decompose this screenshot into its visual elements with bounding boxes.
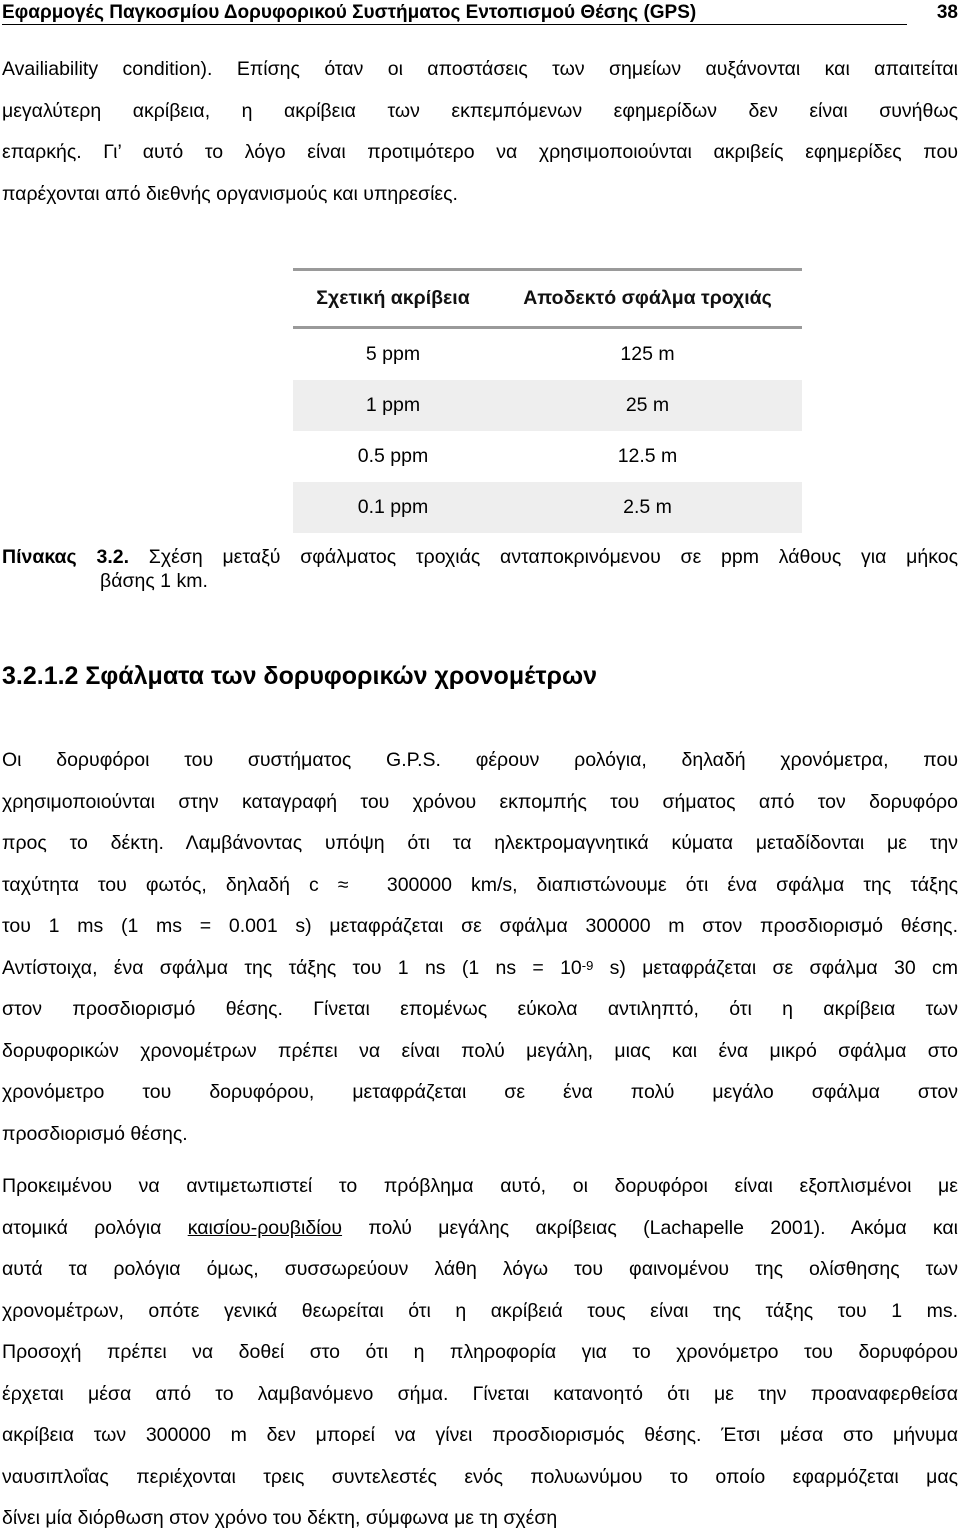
- header-rule: [2, 24, 907, 25]
- body-line: [2, 865, 958, 907]
- body-text: ατομικά ρολόγια: [2, 1216, 188, 1239]
- body-line: [2, 948, 958, 990]
- table-cell: 0.1 ppm: [293, 482, 493, 533]
- body-text: s) μεταφράζεται σε σφάλμα 30 cm: [593, 956, 959, 979]
- body-text: 300000 km/s, διαπιστώνουμε ότι ένα σφάλμα της τάξης: [386, 873, 958, 896]
- table-row: [293, 482, 802, 533]
- header-title: Εφαρμογές Παγκοσμίου Δορυφορικού Συστήματος Εντοπισμού Θέσης (GPS): [2, 2, 697, 23]
- table-cell: 125 m: [620, 343, 675, 365]
- accuracy-table: [293, 268, 802, 533]
- body-line: χρησιμοποιούνται στην καταγραφή του χρόνου εκπομπής του σήματος από τον δορυφόρο: [2, 790, 958, 813]
- body-line: προσδιορισμό θέσης.: [2, 1122, 188, 1145]
- table-header-orbit-error: Αποδεκτό σφάλμα τροχιάς: [493, 270, 802, 328]
- caption-line-1: [2, 545, 958, 569]
- page-number: 38: [936, 2, 958, 23]
- intro-line: Availiability condition). Επίσης όταν οι αποστάσεις των σημείων αυξάνονται και απαιτείται: [2, 58, 958, 80]
- body-line: [2, 1208, 958, 1250]
- caption-text: Σχέση μεταξύ σφάλματος τροχιάς ανταποκρινόμενου σε ppm λάθους για μήκος: [148, 546, 959, 568]
- body-text: πολύ μεγάλης ακρίβειας (Lachapelle 2001). Ακόμα και: [342, 1216, 958, 1239]
- table-caption: [2, 545, 958, 593]
- body-line: Οι δορυφόροι του συστήματος G.P.S. φέρουν ρολόγια, δηλαδή χρονόμετρα, που: [2, 749, 958, 771]
- table-row: [293, 328, 802, 381]
- intro-line: επαρκής. Γι’ αυτό το λόγο είναι προτιμότερο να χρησιμοποιούνται ακριβείς εφημερίδες που: [2, 141, 958, 163]
- exponent: -9: [581, 957, 594, 973]
- body-line: ακρίβεια των 300000 m δεν μπορεί να γίνει προσδιορισμός θέσης. Έτσι μέσα στο μήνυμα: [2, 1424, 958, 1446]
- body-line: αυτά τα ρολόγια όμως, συσσωρεύουν λάθη λόγω του φαινομένου της ολίσθησης των: [2, 1258, 958, 1280]
- body-text: ταχύτητα του φωτός, δηλαδή c: [2, 873, 319, 896]
- caption-label: Πίνακας 3.2.: [2, 546, 129, 568]
- body-line: Προκειμένου να αντιμετωπιστεί το πρόβλημα αυτό, οι δορυφόροι είναι εξοπλισμένοι με: [2, 1175, 958, 1197]
- body-line: Προσοχή πρέπει να δοθεί στο ότι η πληροφορία για το χρονόμετρο του δορυφόρου: [2, 1341, 958, 1363]
- intro-line: μεγαλύτερη ακρίβεια, η ακρίβεια των εκπεμπόμενων εφημερίδων δεν είναι συνήθως: [2, 99, 958, 122]
- table-cell: 0.5 ppm: [357, 445, 429, 467]
- running-header: [2, 0, 960, 30]
- body-line: του 1 ms (1 ms = 0.001 s) μεταφράζεται σε σφάλμα 300000 m στον προσδιορισμό θέσης.: [2, 915, 958, 937]
- body-line: χρονομέτρων, οπότε γενικά θεωρείται ότι η ακρίβειά τους είναι της τάξης του 1 ms.: [2, 1299, 958, 1322]
- section-heading: 3.2.1.2 Σφάλματα των δορυφορικών χρονομέτρων: [2, 662, 598, 690]
- table-row: [293, 380, 802, 431]
- body-line: ναυσιπλοΐας περιέχονται τρεις συντελεστές ενός πολυωνύμου το οποίο εφαρμόζεται μας: [2, 1465, 958, 1488]
- body-paragraph-atomic-clocks: [2, 1166, 958, 1540]
- table-cell: 5 ppm: [365, 343, 421, 365]
- body-line: στον προσδιορισμό θέσης. Γίνεται επομένως εύκολα αντιληπτό, ότι η ακρίβεια των: [2, 998, 958, 1020]
- body-text: Αντίστοιχα, ένα σφάλμα της τάξης του 1 ns (1 ns = 10: [2, 956, 582, 979]
- table-cell: 1 ppm: [293, 380, 493, 431]
- body-line: προς το δέκτη. Λαμβάνοντας υπόψη ότι τα ηλεκτρομαγνητικά κύματα μεταδίδονται με την: [2, 832, 958, 854]
- underlined-term: καισίου-ρουβιδίου: [187, 1216, 343, 1239]
- body-line: δορυφορικών χρονομέτρων πρέπει να είναι πολύ μεγάλη, μιας και ένα μικρό σφάλμα στο: [2, 1039, 958, 1062]
- intro-paragraph: [2, 49, 958, 215]
- body-line: έρχεται μέσα από το λαμβανόμενο σήμα. Γίνεται κατανοητό ότι με την προαναφερθείσα: [2, 1382, 958, 1405]
- table-cell: 2.5 m: [493, 482, 802, 533]
- body-line: δίνει μία διόρθωση στον χρόνο του δέκτη, σύμφωνα με τη σχέση: [2, 1507, 558, 1529]
- body-paragraph-clocks: [2, 740, 958, 1155]
- approx-symbol: ≈: [337, 873, 349, 896]
- body-line: χρονόμετρο του δορυφόρου, μεταφράζεται σε ένα πολύ μεγάλο σφάλμα στον: [2, 1081, 958, 1103]
- intro-line: παρέχονται από διεθνής οργανισμούς και υπηρεσίες.: [2, 182, 458, 205]
- table-header-row: [293, 270, 802, 328]
- table-header-relative-accuracy: Σχετική ακρίβεια: [293, 270, 493, 328]
- table-row: [293, 431, 802, 482]
- caption-line-2: βάσης 1 km.: [100, 570, 208, 592]
- table-cell: 25 m: [493, 380, 802, 431]
- table-cell: 12.5 m: [617, 445, 678, 467]
